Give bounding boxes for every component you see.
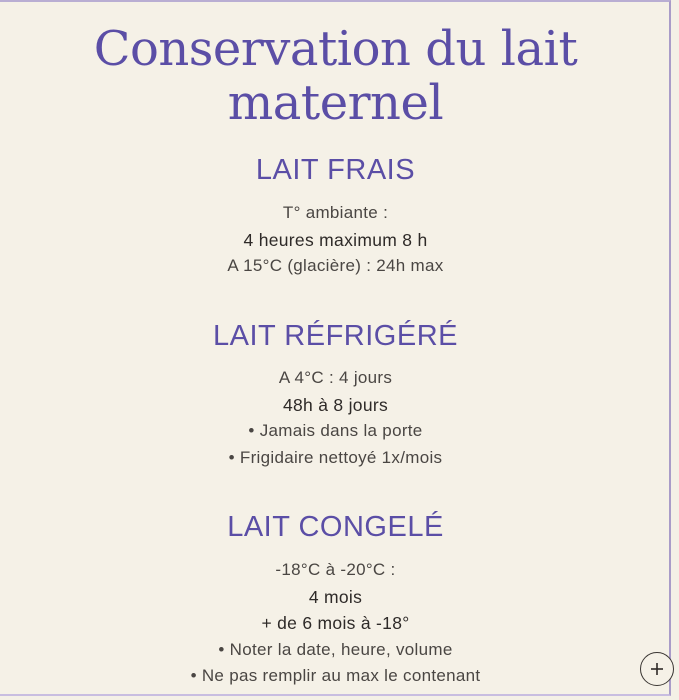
bullet-item: • Noter la date, heure, volume — [218, 639, 453, 659]
info-line: T° ambiante : — [282, 203, 389, 222]
bullet-item: • Frigidaire nettoyé 1x/mois — [228, 447, 443, 467]
bullet-item: • Ne pas remplir au max le contenant — [190, 666, 481, 685]
page-title — [0, 22, 671, 130]
info-line-emphasis: 4 heures maximum 8 h — [243, 229, 428, 250]
info-line: A 4°C : 4 jours — [278, 368, 393, 387]
plus-icon — [650, 662, 664, 676]
info-line: -18°C à -20°C : — [275, 560, 396, 579]
section-heading: LAIT RÉFRIGÉRÉ — [213, 320, 458, 352]
title-line-2: maternel — [227, 75, 444, 131]
info-line-emphasis: 4 mois — [308, 586, 363, 607]
info-line-emphasis: + de 6 mois à -18° — [261, 613, 410, 633]
section-lait-congele — [0, 510, 671, 690]
section-lait-frais — [0, 153, 671, 280]
section-lait-refrigere — [0, 319, 671, 471]
info-line-emphasis: 48h à 8 jours — [282, 394, 389, 415]
info-line: A 15°C (glacière) : 24h max — [227, 256, 444, 275]
section-heading: LAIT FRAIS — [255, 154, 416, 186]
bullet-item: • Jamais dans la porte — [248, 421, 423, 440]
zoom-in-button[interactable] — [640, 652, 674, 686]
title-line-1: Conservation du lait — [93, 21, 578, 77]
section-heading: LAIT CONGELÉ — [227, 511, 444, 543]
